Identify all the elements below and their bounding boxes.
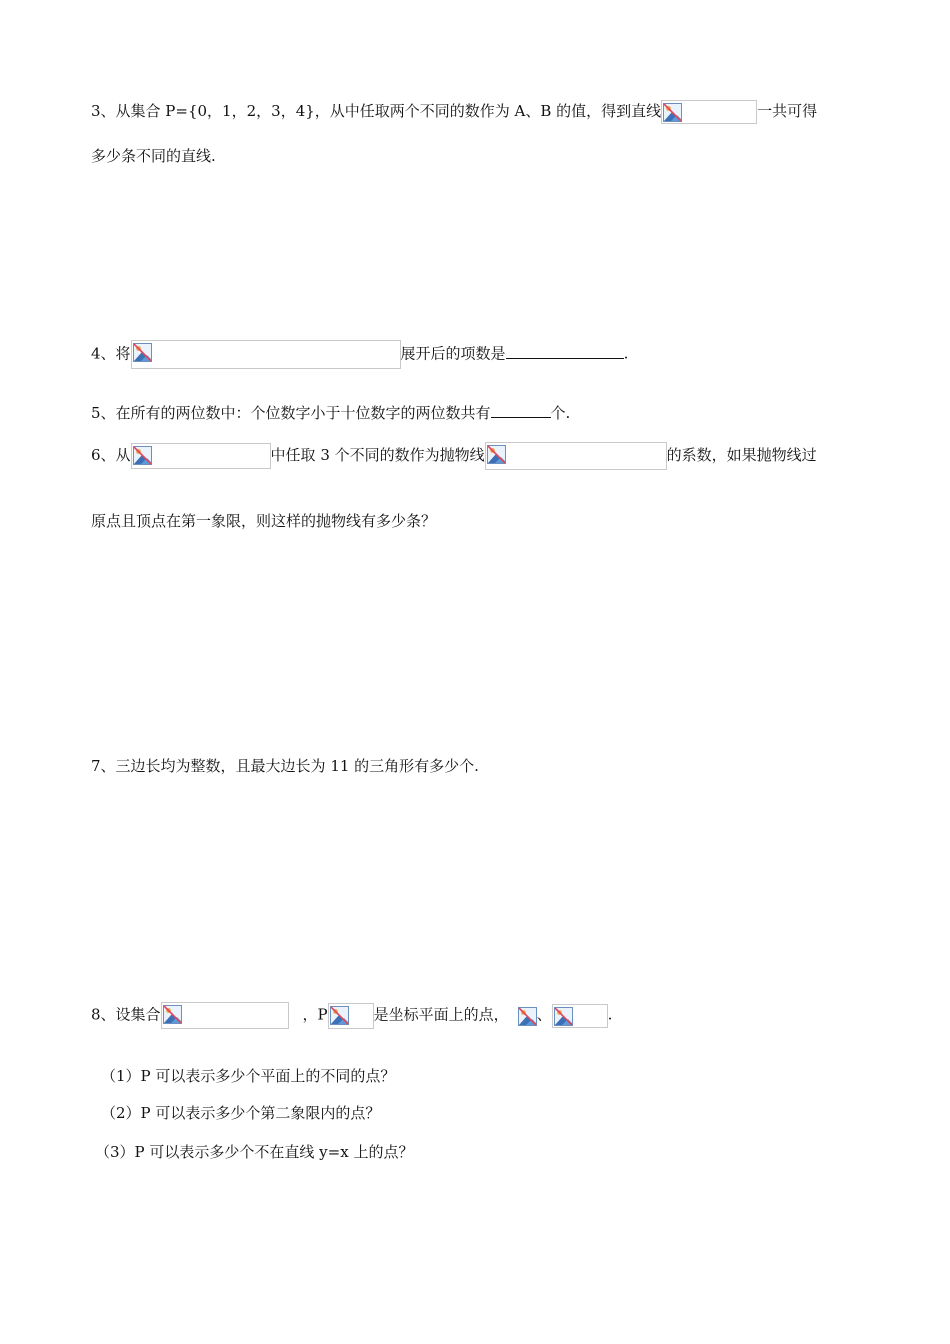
question-3-line-2 [91,145,216,167]
question-5-line [91,402,570,424]
question-4-text-start: 4、将 [91,344,131,363]
question-6-text-end: 的系数，如果抛物线过 [666,446,817,464]
question-8-line [91,1002,612,1029]
question-8-text-mid: 是坐标平面上的点， [373,1005,509,1024]
binomial-expression-image [131,340,401,369]
point-coordinates-image [328,1003,374,1029]
broken-image-icon [133,343,152,362]
question-3-text-cont: 多少条不同的直线. [91,147,216,165]
question-8-text-p: ，P [302,1005,328,1024]
answer-blank [506,344,624,359]
broken-image-icon [163,1005,182,1024]
question-3-text-end: 一共可得 [757,102,818,120]
broken-image-icon [330,1006,349,1025]
question-3-line-1 [91,100,817,124]
question-8-sub-2: （2）P 可以表示多少个第二象限内的点？ [101,1104,381,1122]
question-7-line [91,755,479,777]
question-6-text-start: 6、从 [91,446,131,464]
question-4-text-end: . [623,344,629,363]
question-8-text-end: . [607,1005,613,1024]
question-6-line-2 [91,510,436,532]
question-8-text-sep: 、 [536,1005,552,1024]
question-7-text: 7、三边长均为整数，且最大边长为 11 的三角形有多少个. [91,757,479,775]
question-3-text-start: 3、从集合 P={0，1，2，3，4}，从中任取两个不同的数作为 A、B 的值，得到直线 [91,102,662,120]
question-8-sub-3: （3）P 可以表示多少个不在直线 y=x 上的点？ [95,1143,414,1161]
broken-image-icon [518,1007,537,1026]
question-5-text-end: 个. [550,404,571,422]
question-6-text-mid: 中任取 3 个不同的数作为抛物线 [270,446,485,464]
variable-x-image [517,1005,537,1027]
question-8-text-start: 8、设集合 [91,1005,161,1024]
parabola-equation-image [485,442,667,470]
question-6-text-cont: 原点且顶点在第一象限，则这样的抛物线有多少条？ [91,512,437,530]
broken-image-icon [663,103,682,122]
question-4-line [91,340,628,369]
broken-image-icon [554,1007,573,1026]
number-set-image [131,443,271,469]
question-8-sub-1: （1）P 可以表示多少个平面上的不同的点？ [101,1067,396,1085]
broken-image-icon [133,446,152,465]
question-5-text-start: 5、在所有的两位数中：个位数字小于十位数字的两位数共有 [91,404,491,422]
answer-blank [491,403,551,418]
set-definition-image [161,1002,289,1029]
question-4-text-mid: 展开后的项数是 [400,344,506,363]
line-equation-image [661,100,757,124]
question-6-line-1 [91,442,817,470]
variable-y-image [552,1004,608,1028]
broken-image-icon [487,445,506,464]
